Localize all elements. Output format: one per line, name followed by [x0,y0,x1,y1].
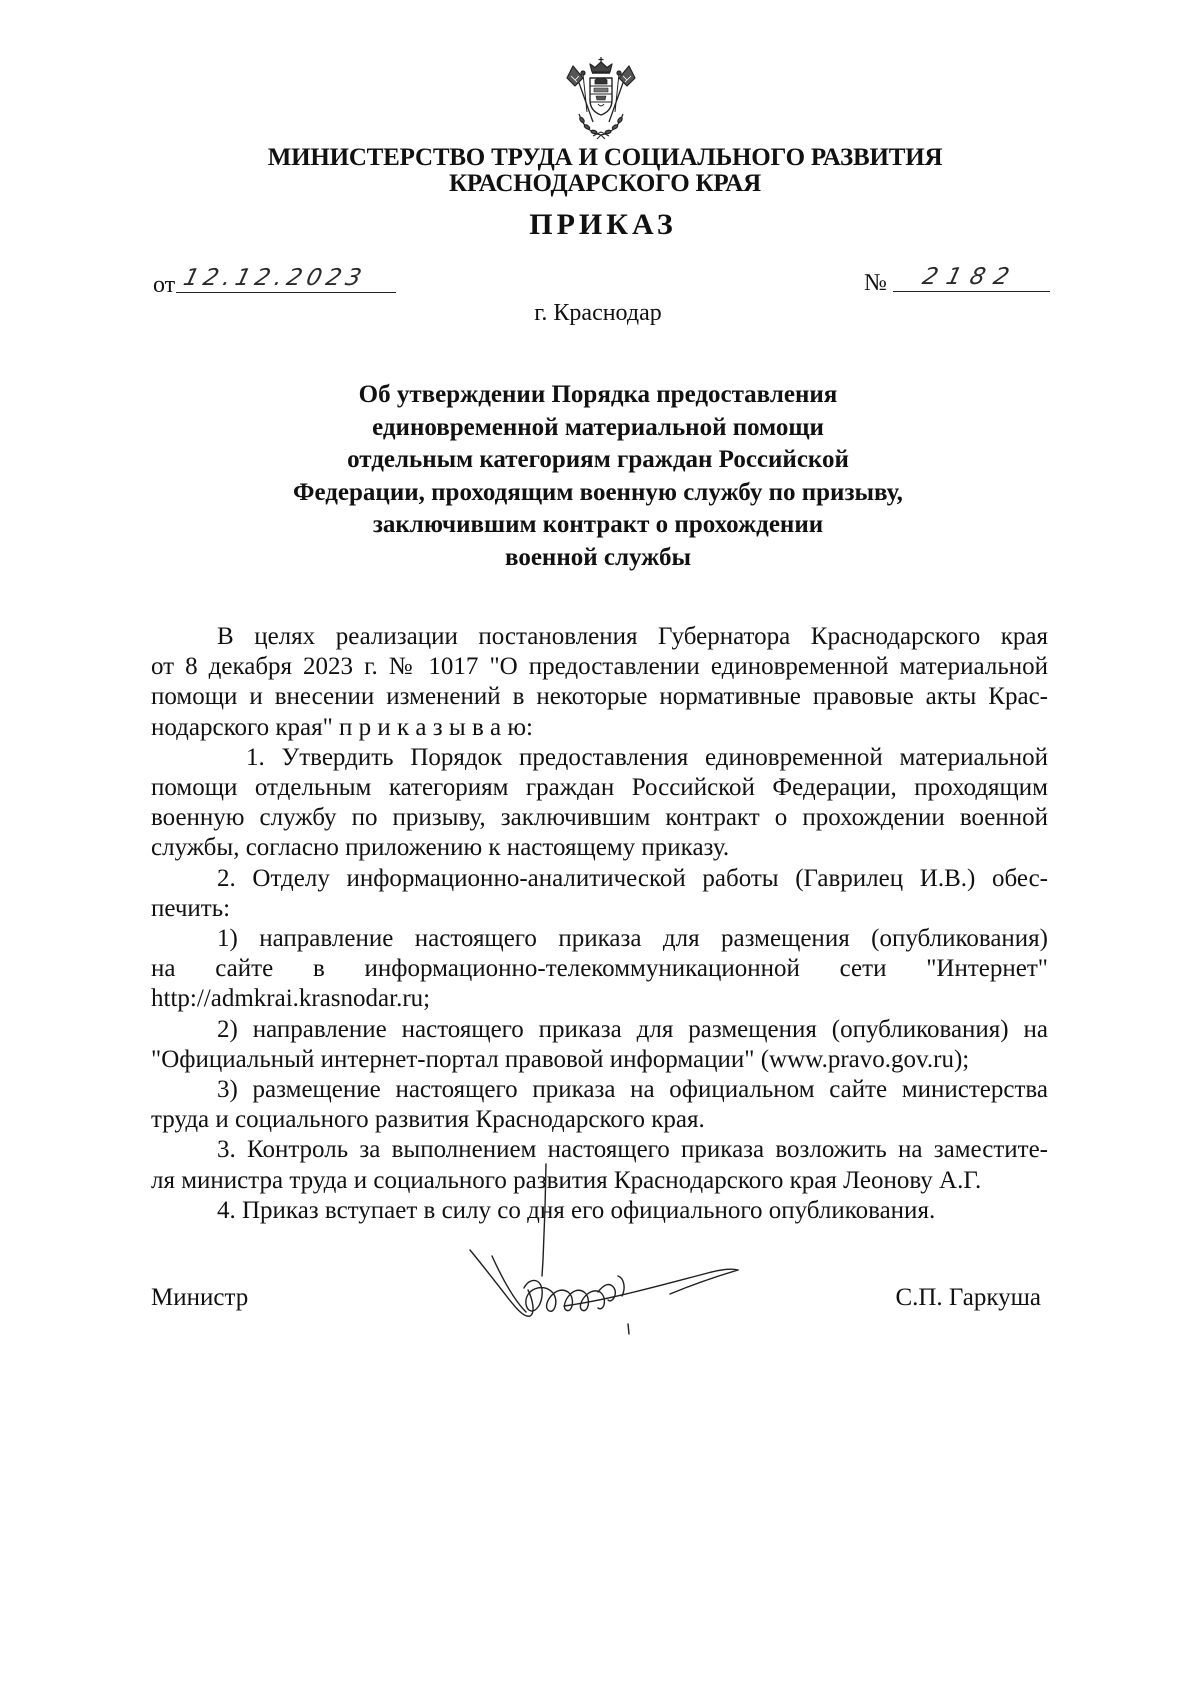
handwritten-signature [468,1158,768,1378]
number-prefix: № [864,270,887,296]
number-field [893,262,1050,292]
handwritten-number: 2182 [919,264,1021,290]
body-line: ля министра труда и социального развития Краснодарского края Леонову А.Г. [151,1166,982,1194]
title-line: военной службы [505,543,691,571]
body-line: 2) направление настоящего приказа для размещения (опубликования) на [217,1015,1048,1043]
body-line: 4. Приказ вступает в силу со дня его официального опубликования. [217,1196,936,1224]
ministry-name-line-1: МИНИСТЕРСТВО ТРУДА И СОЦИАЛЬНОГО РАЗВИТИЯ [267,144,943,171]
ministry-header [0,145,1200,197]
body-line: "Официальный интернет-портал правовой информации" (www.pravo.gov.ru); [151,1045,970,1073]
body-line: печить: [151,894,231,922]
handwritten-date: 12.12.2023 [180,265,369,291]
body-line: помощи отдельным категориям граждан Российской Федерации, проходящим [151,774,1048,802]
signature-block [151,1282,1041,1314]
body-line: от 8 декабря 2023 г. № 1017 "О предоставлении единовременной материальной [151,653,1048,681]
body-line: В целях реализации постановления Губернатора Краснодарского края [217,623,1048,650]
title-line: заключившим контракт о прохождении [372,511,824,538]
body-line: http://admkrai.krasnodar.ru; [151,985,431,1013]
body-line: 3) размещение настоящего приказа на официальном сайте министерства [217,1076,1048,1104]
body-line: военную службу по призыву, заключившим контракт о прохождении военной [151,804,1048,832]
ministry-name-line-2: КРАСНОДАРСКОГО КРАЯ [448,170,762,197]
signatory-position: Министр [151,1284,249,1311]
body-line: на сайте в информационно-телекоммуникационной сети "Интернет" [151,955,1048,983]
title-line: отдельным категориям граждан Российской [347,446,849,473]
city-line: г. Краснодар [534,300,662,326]
date-prefix: от [153,272,176,298]
coat-of-arms-emblem-icon [563,56,639,140]
body-line: 1) направление настоящего приказа для размещения (опубликования) [217,925,1048,953]
signatory-name: С.П. Гаркуша [895,1284,1041,1311]
title-line: Федерации, проходящим военную службу по призыву, [293,478,903,506]
date-field [176,262,396,293]
body-line: 2. Отделу информационно-аналитической работы (Гаврилец И.В.) обес- [217,864,1048,892]
body-line: труда и социального развития Краснодарского края. [151,1106,705,1134]
document-type-heading: ПРИКАЗ [529,208,677,241]
title-line: единовременной материальной помощи [372,413,824,441]
body-line: 1. Утвердить Порядок предоставления единовременной материальной [246,743,1048,771]
order-body [151,622,1048,1226]
body-line: 3. Контроль за выполнением настоящего приказа возложить на заместите- [217,1136,1048,1164]
title-line: Об утверждении Порядка предоставления [358,381,838,408]
body-line: помощи и внесении изменений в некоторые нормативные правовые акты Крас- [151,683,1048,711]
order-title [0,379,1196,574]
body-line: нодарского края" п р и к а з ы в а ю: [151,713,533,741]
body-line: службы, согласно приложению к настоящему приказу. [151,834,730,862]
